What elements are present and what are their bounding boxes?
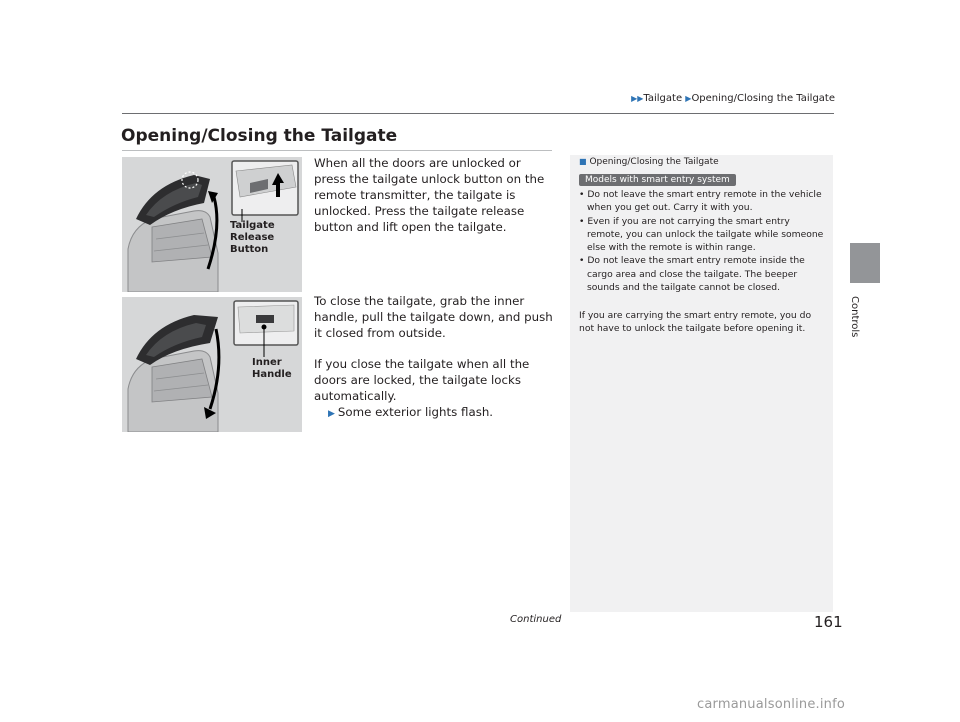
model-badge: Models with smart entry system — [579, 174, 736, 186]
callout-line: Tailgate — [230, 220, 275, 231]
note-paragraph: If you are carrying the smart entry remote, you do not have to unlock the tailgate before opening it. — [579, 310, 812, 335]
note-marker-icon: ■ — [579, 157, 587, 166]
callout-line: Release — [230, 232, 275, 243]
page-number: 161 — [814, 613, 843, 631]
callout-line: Inner — [252, 357, 282, 368]
callout-tailgate-release-button — [230, 220, 275, 256]
breadcrumb-arrow-icon: ▶ — [685, 94, 692, 103]
list-item: • Do not leave the smart entry remote in the vehicle when you get out. Carry it with you. — [579, 189, 822, 214]
tailgate-open-illustration — [122, 157, 302, 292]
title-underline — [122, 150, 552, 151]
figure-tailgate-release — [122, 157, 302, 292]
note-bullets — [579, 188, 824, 294]
note-heading: ■ Opening/Closing the Tailgate — [579, 157, 719, 167]
continued-label: Continued — [510, 614, 562, 625]
breadcrumb-arrow-icon: ▶▶ — [631, 94, 644, 103]
callout-line: Handle — [252, 369, 292, 380]
breadcrumb-item-opening-closing: Opening/Closing the Tailgate — [691, 93, 835, 104]
page-title: Opening/Closing the Tailgate — [121, 126, 398, 146]
section-tab-label: Controls — [849, 296, 860, 338]
paragraph-closing: To close the tailgate, grab the inner handle, pull the tailgate down, and push it closed from outside. — [314, 294, 553, 340]
paragraph-opening: When all the doors are unlocked or press the tailgate unlock button on the remote transmitter, the tailgate is unlocked. Press the tailgate release button and lift open the tailgate. — [314, 156, 545, 234]
breadcrumb — [500, 93, 835, 104]
callout-inner-handle — [252, 357, 292, 381]
paragraph-auto-lock: If you close the tailgate when all the doors are locked, the tailgate locks automatically. ▶ Some exterior lights flash. — [314, 356, 558, 422]
reference-arrow-icon: ▶ — [328, 409, 335, 419]
header-rule — [122, 113, 834, 114]
list-item: • Even if you are not carrying the smart entry remote, you can unlock the tailgate while someone else with the remote is within range. — [579, 215, 824, 254]
sub-note: ▶ Some exterior lights flash. — [328, 405, 494, 419]
callout-line: Button — [230, 244, 269, 255]
breadcrumb-item-tailgate[interactable]: Tailgate — [643, 93, 683, 104]
section-tab-marker — [850, 243, 880, 283]
watermark: carmanualsonline.info — [697, 697, 846, 712]
list-item: • Do not leave the smart entry remote inside the cargo area and close the tailgate. The beeper sounds and the tailgate cannot be closed. — [579, 255, 805, 294]
